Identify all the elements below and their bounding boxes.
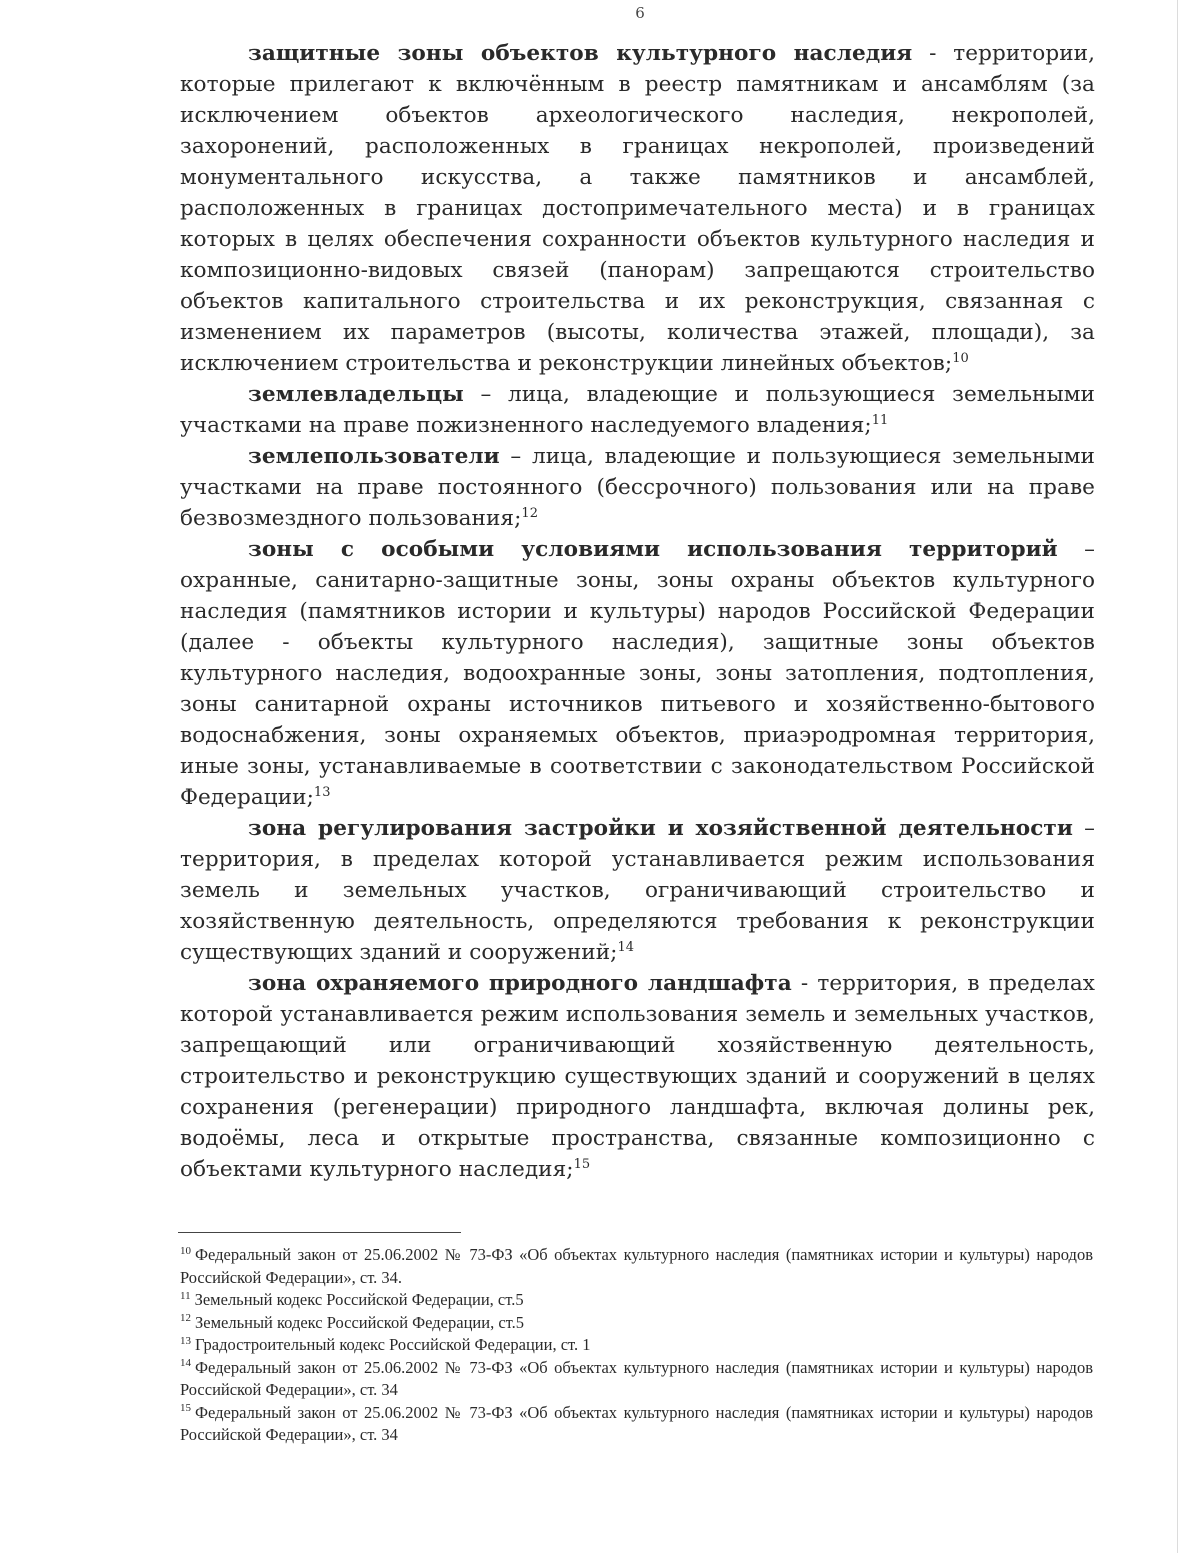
definition-text: - территории, которые прилегают к включённым в реестр памятникам и ансамблям (за исключением объектов археологического наследия, некрополей, захоронений, расположенных в границах некрополей, произведений монументального искусства, а также памятников и ансамблей, расположенных в границах достопримечательного места) и в границах которых в целях обеспечения сохранности объектов культурного наследия и композиционно-видовых связей (панорам) запрещаются строительство объектов капитального строительства и их реконструкция, связанная с изменением их параметров (высоты, количества этажей, площади), за исключением строительства и реконструкции линейных объектов; — [180, 41, 1095, 376]
footnote — [180, 1312, 1093, 1335]
footnote-mark: 11 — [180, 1289, 191, 1302]
definition-text: – территория, в пределах которой устанавливается режим использования земель и земельных участков, ограничивающий строительство и хозяйственную деятельность, определяются требования к реконструкции существующих зданий и сооружений; — [180, 816, 1095, 965]
footnote-reference[interactable]: 12 — [521, 505, 539, 521]
footnote-mark: 12 — [180, 1312, 191, 1324]
definition-term: зоны с особыми условиями использования территорий — [248, 537, 1058, 562]
definition-paragraph — [180, 534, 1095, 813]
definition-text: - территория, в пределах которой устанавливается режим использования земель и земельных участков, запрещающий или ограничивающий хозяйственную деятельность, строительство и реконструкцию существующих зданий и сооружений в целях сохранения (регенерации) природного ландшафта, включая долины рек, водоёмы, леса и открытые пространства, связанные композиционно с объектами культурного наследия; — [180, 971, 1095, 1182]
document-body — [180, 38, 1095, 1185]
footnote-reference[interactable]: 13 — [313, 784, 331, 800]
footnote-text: Федеральный закон от 25.06.2002 № 73-ФЗ «Об объектах культурного наследия (памятниках истории и культуры) народов Российской Федерации», ст. 34 — [180, 1402, 1093, 1444]
definition-paragraph — [180, 968, 1095, 1185]
footnote-mark: 15 — [180, 1402, 191, 1414]
footnote-text: Федеральный закон от 25.06.2002 № 73-ФЗ «Об объектах культурного наследия (памятниках истории и культуры) народов Российской Федерации», ст. 34. — [180, 1245, 1093, 1287]
definition-text: – охранные, санитарно-защитные зоны, зоны охраны объектов культурного наследия (памятников истории и культуры) народов Российской Федерации (далее - объекты культурного наследия), защитные зоны объектов культурного наследия, водоохранные зоны, зоны затопления, подтопления, зоны санитарной охраны источников питьевого и хозяйственно-бытового водоснабжения, зоны охраняемых объектов, приаэродромная территория, иные зоны, устанавливаемые в соответствии с законодательством Российской Федерации; — [180, 537, 1095, 810]
footnote — [180, 1357, 1093, 1402]
footnote-reference[interactable]: 10 — [952, 350, 969, 366]
page-number: 6 — [635, 4, 645, 22]
definition-paragraph — [180, 441, 1095, 534]
footnote-mark: 10 — [180, 1244, 191, 1257]
definition-term: землепользователи — [248, 444, 500, 469]
footnote-reference[interactable]: 15 — [573, 1156, 591, 1172]
definition-term: землевладельцы — [248, 382, 464, 407]
footnote — [180, 1289, 1093, 1312]
footnote-reference[interactable]: 14 — [617, 939, 635, 955]
footnote — [180, 1402, 1093, 1447]
footnote-text: Градостроительный кодекс Российской Федерации, ст. 1 — [195, 1335, 591, 1354]
definition-paragraph — [180, 38, 1095, 379]
footnotes-section — [180, 1244, 1093, 1447]
footnote-separator — [178, 1232, 461, 1233]
footnote-text: Федеральный закон от 25.06.2002 № 73-ФЗ «Об объектах культурного наследия (памятниках истории и культуры) народов Российской Федерации», ст. 34 — [180, 1357, 1093, 1399]
footnote-reference[interactable]: 11 — [871, 412, 889, 428]
definition-paragraph — [180, 813, 1095, 968]
definition-term: защитные зоны объектов культурного наследия — [248, 41, 913, 66]
footnote-text: Земельный кодекс Российской Федерации, ст.5 — [195, 1312, 524, 1332]
definition-text: – лица, владеющие и пользующиеся земельными участками на праве пожизненного наследуемого владения; — [180, 382, 1095, 438]
definition-paragraph — [180, 379, 1095, 441]
definition-term: зона регулирования застройки и хозяйственной деятельности — [248, 816, 1073, 841]
footnote — [180, 1334, 1093, 1357]
footnote-mark: 14 — [180, 1357, 191, 1369]
page-edge — [1177, 0, 1178, 1553]
footnote-text: Земельный кодекс Российской Федерации, ст.5 — [194, 1290, 524, 1309]
footnote-mark: 13 — [180, 1334, 191, 1347]
definition-term: зона охраняемого природного ландшафта — [248, 971, 792, 996]
footnote — [180, 1244, 1093, 1289]
definition-text: – лица, владеющие и пользующиеся земельными участками на праве постоянного (бессрочного) пользования или на праве безвозмездного пользования; — [180, 444, 1095, 531]
